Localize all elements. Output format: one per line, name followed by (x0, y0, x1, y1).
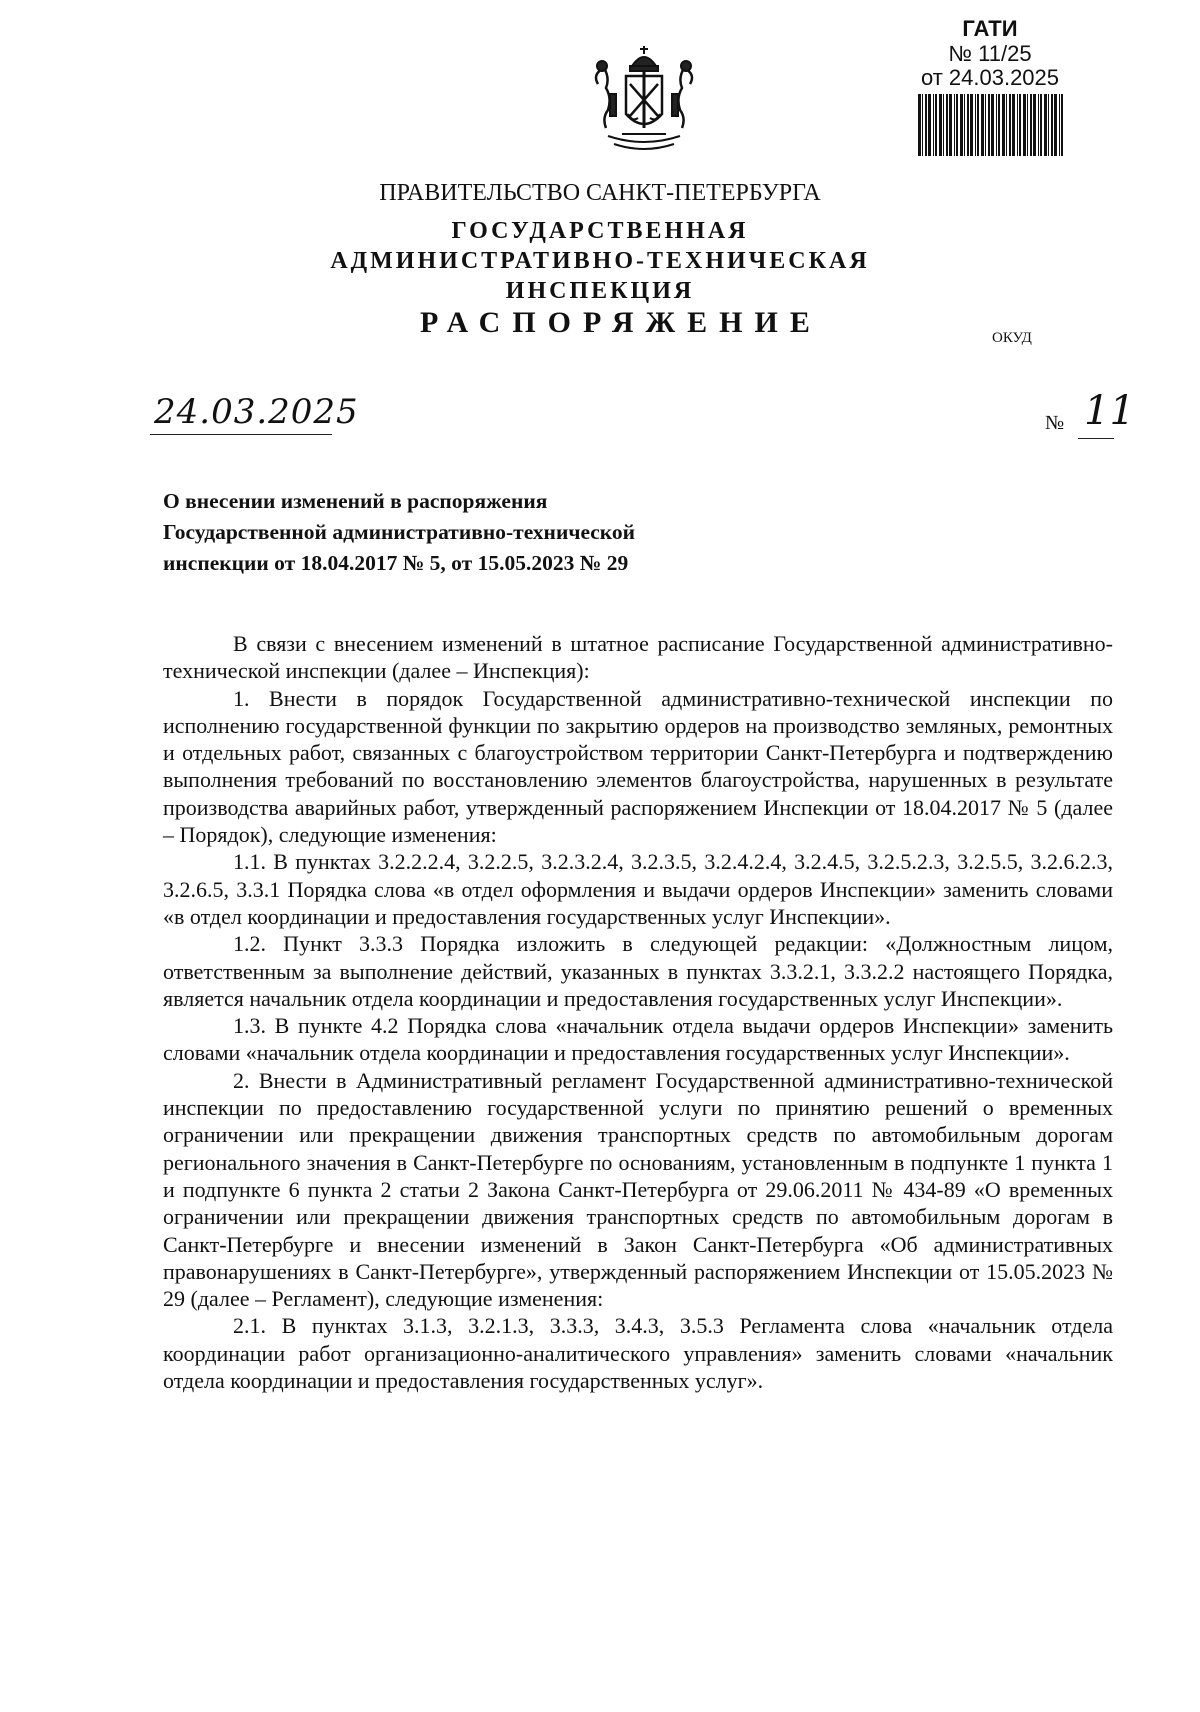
handwritten-date: 24.03.2025 (154, 392, 359, 432)
stamp-date: от 24.03.2025 (920, 65, 1060, 90)
agency-title (0, 216, 1200, 306)
registration-stamp (905, 16, 1075, 156)
subject-line: Государственной административно-технической (163, 520, 636, 544)
handwritten-number: 11 (1084, 388, 1135, 434)
body-paragraph: 1.2. Пункт 3.3.3 Порядка изложить в следующей редакции: «Должностным лицом, ответственным за выполнение действий, указанных в пунктах 3.3.2.1, 3.3.2.2 настоящего Порядка, является начальник отдела координации и предоставления государственных услуг Инспекции». (163, 931, 1113, 1011)
stamp-org: ГАТИ (962, 16, 1018, 41)
date-underline (150, 434, 332, 435)
document-type: РАСПОРЯЖЕНИЕ (420, 306, 822, 339)
coat-of-arms-emblem (588, 44, 700, 156)
body-paragraph: В связи с внесением изменений в штатное расписание Государственной административно-технической инспекции (далее – Инспекция): (163, 631, 1113, 684)
number-label: № (1045, 412, 1065, 434)
okud-label: ОКУД (992, 330, 1032, 346)
agency-line: ИНСПЕКЦИЯ (505, 278, 695, 304)
body-paragraph: 1.3. В пункте 4.2 Порядка слова «начальник отдела выдачи ордеров Инспекции» заменить словами «начальник отдела координации и предоставления государственных услуг Инспекции». (163, 1013, 1113, 1066)
government-title: ПРАВИТЕЛЬСТВО САНКТ-ПЕТЕРБУРГА (379, 180, 821, 206)
number-underline (1078, 438, 1114, 439)
subject-line: инспекции от 18.04.2017 № 5, от 15.05.2023 № 29 (163, 551, 629, 575)
agency-line: АДМИНИСТРАТИВНО-ТЕХНИЧЕСКАЯ (330, 248, 870, 274)
document-subject (163, 486, 635, 579)
agency-line: ГОСУДАРСТВЕННАЯ (451, 218, 749, 244)
subject-line: О внесении изменений в распоряжения (163, 489, 548, 513)
document-body (163, 630, 1113, 1394)
body-paragraph: 2. Внести в Административный регламент Государственной административно-технической инспекции по предоставлению государственной услуги по принятию решений о временных ограничении или прекращении движения транспортных средств по автомобильным дорогам регионального значения в Санкт-Петербурге по основаниям, установленным в подпункте 1 пункта 1 и подпункте 6 пункта 2 статьи 2 Закона Санкт-Петербурга от 29.06.2011 № 434-89 «О временных ограничении или прекращении движения транспортных средств по автомобильным дорогам в Санкт-Петербурге и внесении изменений в Закон Санкт-Петербурга «Об административных правонарушениях в Санкт-Петербурге», утвержденный распоряжением Инспекции от 15.05.2023 № 29 (далее – Регламент), следующие изменения: (163, 1067, 1113, 1312)
body-paragraph: 1.1. В пунктах 3.2.2.2.4, 3.2.2.5, 3.2.3.2.4, 3.2.3.5, 3.2.4.2.4, 3.2.4.5, 3.2.5.2.3, 3.2.5.5, 3.2.6.2.3, 3.2.6.5, 3.3.1 Порядка слова «в отдел оформления и выдачи ордеров Инспекции» заменить словами «в отдел координации и предоставления государственных услуг Инспекции». (163, 849, 1113, 929)
body-paragraph: 2.1. В пунктах 3.1.3, 3.2.1.3, 3.3.3, 3.4.3, 3.5.3 Регламента слова «начальник отдела координации работ организационно-аналитического управления» заменить словами «начальник отдела координации и предоставления государственных услуг». (163, 1313, 1113, 1394)
body-paragraph: 1. Внести в порядок Государственной административно-технической инспекции по исполнению государственной функции по закрытию ордеров на производство земляных, ремонтных и отдельных работ, связанных с благоустройством территории Санкт-Петербурга и подтверждению выполнения требований по восстановлению элементов благоустройства, нарушенных в результате производства аварийных работ, утвержденный распоряжением Инспекции от 18.04.2017 № 5 (далее – Порядок), следующие изменения: (163, 685, 1113, 848)
barcode-icon (916, 94, 1064, 156)
stamp-number: № 11/25 (948, 41, 1032, 66)
